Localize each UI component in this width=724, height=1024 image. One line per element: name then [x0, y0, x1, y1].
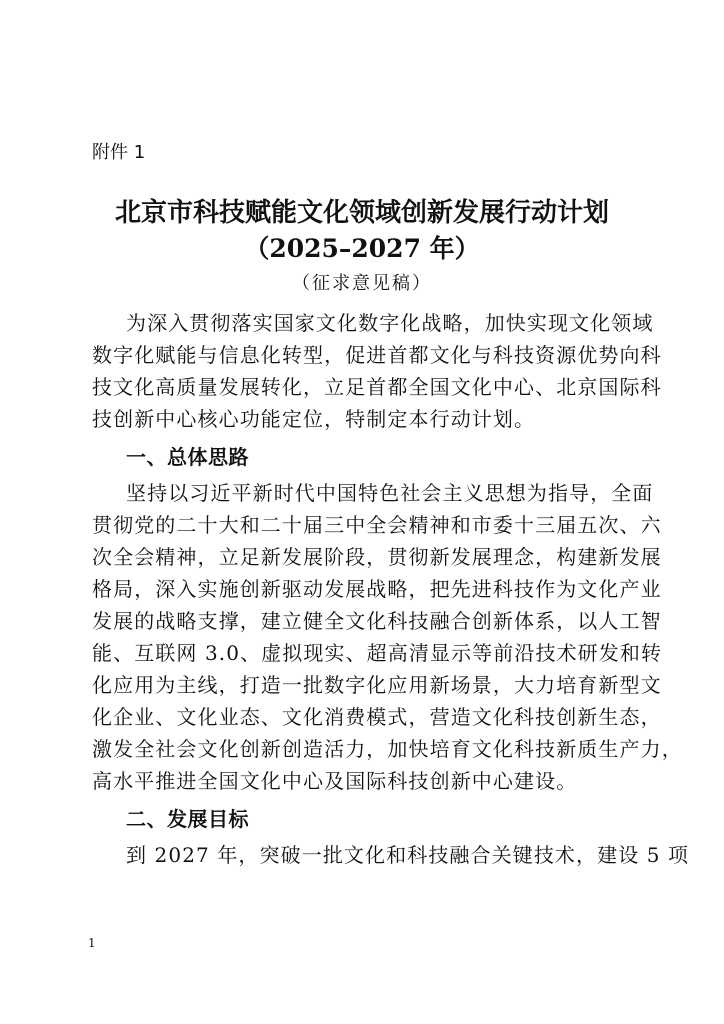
section1-line: 贯彻党的二十大和二十届三中全会精神和市委十三届五次、六	[92, 513, 662, 537]
section-heading-development-goals: 二、发展目标	[126, 807, 249, 831]
intro-line: 技创新中心核心功能定位，特制定本行动计划。	[92, 407, 536, 431]
page-number: 1	[88, 936, 96, 950]
section1-line: 化企业、文化业态、文化消费模式，营造文化科技创新生态，	[92, 705, 662, 729]
section1-line: 能、互联网 3.0、虚拟现实、超高清显示等前沿技术研发和转	[92, 641, 663, 665]
section1-line: 格局，深入实施创新驱动发展战略，把先进科技作为文化产业	[92, 577, 662, 601]
document-title: 北京市科技赋能文化领域创新发展行动计划	[114, 198, 609, 228]
attachment-label: 附件 1	[92, 142, 146, 163]
intro-line: 为深入贯彻落实国家文化数字化战略，加快实现文化领域	[126, 311, 654, 335]
intro-line: 数字化赋能与信息化转型，促进首都文化与科技资源优势向科	[92, 343, 662, 367]
section1-line: 坚持以习近平新时代中国特色社会主义思想为指导，全面	[126, 481, 654, 505]
section1-line: 化应用为主线，打造一批数字化应用新场景，大力培育新型文	[92, 673, 662, 697]
section1-line: 高水平推进全国文化中心及国际科技创新中心建设。	[92, 769, 578, 793]
section1-line: 发展的战略支撑，建立健全文化科技融合创新体系，以人工智	[92, 609, 662, 633]
intro-line: 技文化高质量发展转化，立足首都全国文化中心、北京国际科	[92, 375, 662, 399]
section1-line: 激发全社会文化创新创造活力，加快培育文化科技新质生产力，	[92, 737, 683, 761]
section-heading-general-approach: 一、总体思路	[126, 445, 249, 469]
document-subtitle: （征求意见稿）	[292, 273, 432, 294]
section2-line: 到 2027 年，突破一批文化和科技融合关键技术，建设 5 项	[126, 843, 690, 867]
section1-line: 次全会精神，立足新发展阶段，贯彻新发展理念，构建新发展	[92, 545, 662, 569]
document-years: （2025–2027 年）	[244, 234, 480, 263]
